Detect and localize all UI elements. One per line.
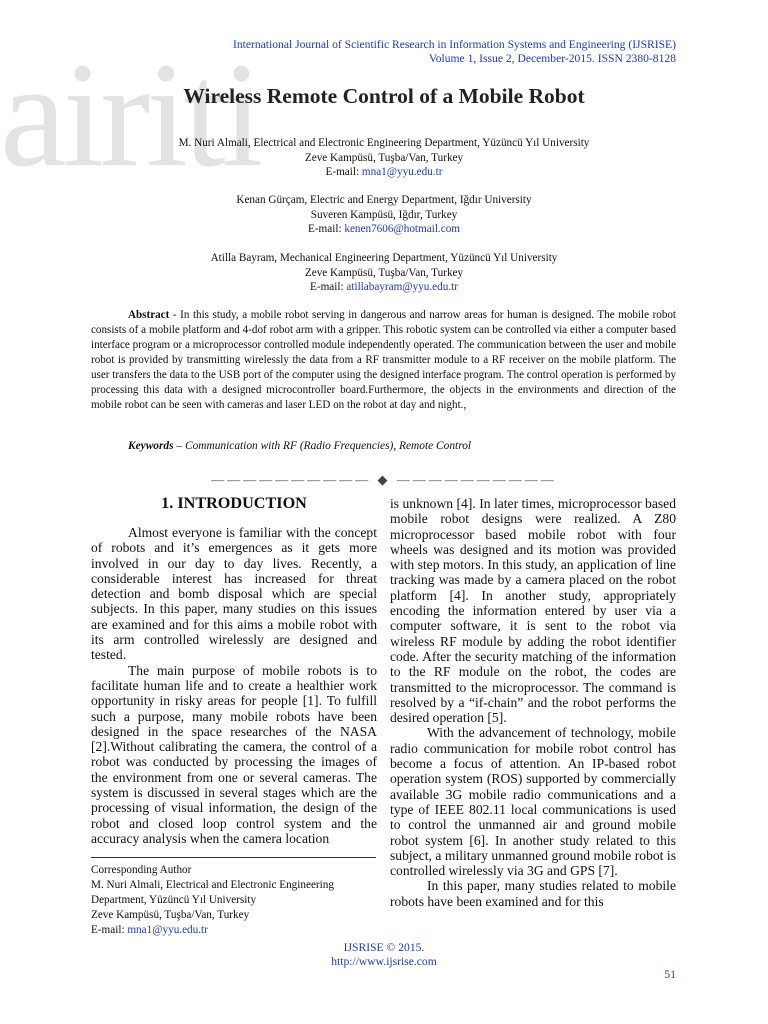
paragraph: The main purpose of mobile robots is to facilitate human life and to create a healthier work opportunity in risky areas for people [1]. To fulfill such a purpose, many mobile robots have been designed in the space researches of the NASA [2].Without calibrating the camera, the control of a robot was conducted by processing the images of the environment from one or several cameras. The system is discussed in several stages which are the processing of visual information, the design of the robot and closed loop control system and the accuracy analysis when the camera location <box>91 662 377 846</box>
footnote-email-link[interactable]: mna1@yyu.edu.tr <box>127 924 208 936</box>
footnote-rule <box>91 857 376 858</box>
author-email-line: E-mail: atillabayram@yyu.edu.tr <box>310 281 458 294</box>
author-address: Suveren Kampüsü, Iğdır, Turkey <box>310 208 458 221</box>
author-email-link[interactable]: kenen7606@hotmail.com <box>344 223 460 236</box>
footnote-email-line: E-mail: mna1@yyu.edu.tr <box>91 924 208 936</box>
journal-name: International Journal of Scientific Research in Information Systems and Engineering (IJSRISE) <box>232 38 676 51</box>
paragraph: With the advancement of technology, mobile radio communication for mobile robot control has become a focus of attention. An IP-based robot operation system (ROS) supported by commercially available 3G mobile radio communications and a type of IEEE 802.11 local communications is used to control the unmanned air and ground mobile robot system [6]. In another study related to this subject, a military unmanned ground mobile robot is controlled wirelessly via 3G and GPS [7]. <box>390 725 676 879</box>
left-column <box>91 494 377 846</box>
author-email-link[interactable]: mna1@yyu.edu.tr <box>361 166 443 179</box>
author-email-link[interactable]: atillabayram@yyu.edu.tr <box>346 281 458 294</box>
watermark: airiti <box>0 32 260 198</box>
author-block-1 <box>0 136 768 180</box>
paper-title: Wireless Remote Control of a Mobile Robot <box>183 84 585 108</box>
author-email-line: E-mail: mna1@yyu.edu.tr <box>325 166 443 179</box>
author-affiliation: M. Nuri Almali, Electrical and Electronic Engineering Department, Yüzüncü Yıl University <box>178 137 590 149</box>
right-column <box>390 496 676 909</box>
footnote-line: Corresponding Author <box>91 864 192 876</box>
footnote-line: Department, Yüzüncü Yıl University <box>91 894 257 906</box>
paragraph: In this paper, many studies related to mobile robots have been examined and for this <box>390 878 676 909</box>
footnote-line: M. Nuri Almali, Electrical and Electronic Engineering <box>91 879 334 891</box>
journal-header <box>233 38 676 66</box>
page-footer <box>0 941 768 969</box>
keywords-text: – Communication with RF (Radio Frequencies), Remote Control <box>173 440 472 452</box>
author-affiliation: Atilla Bayram, Mechanical Engineering Department, Yüzüncü Yıl University <box>210 252 558 264</box>
journal-volume: Volume 1, Issue 2, December-2015. ISSN 2380-8128 <box>428 52 676 65</box>
section-divider: —————————— ◆ —————————— <box>211 472 557 487</box>
author-block-2 <box>0 193 768 237</box>
author-address: Zeve Kampüsü, Tuşba/Van, Turkey <box>304 151 464 164</box>
paragraph: Almost everyone is familiar with the concept of robots and it’s emergences as it gets more involved in our day to day lives. Recently, a considerable interest has increased for threat detection and bomb disposal which are special subjects. In this paper, many studies on this issues are examined and for this aims a mobile robot with its arm controlled wirelessly are designed and tested. <box>91 525 377 663</box>
keywords-label: Keywords <box>128 440 174 452</box>
author-affiliation: Kenan Gürçam, Electric and Energy Department, Iğdır University <box>236 194 532 206</box>
author-address: Zeve Kampüsü, Tuşba/Van, Turkey <box>304 266 464 279</box>
footnote-line: Zeve Kampüsü, Tuşba/Van, Turkey <box>91 909 250 921</box>
page-number: 51 <box>664 968 676 981</box>
section-heading: 1. INTRODUCTION <box>161 494 307 512</box>
paragraph: is unknown [4]. In later times, microprocessor based mobile robot designs were realized. A Z80 microprocessor based mobile robot with four wheels was designed and its motion was provided with step motors. In this study, an application of line tracking was made by a camera placed on the robot platform [4]. In another study, appropriately encoding the information entered by user via a computer software, it is sent to the robot via wireless RF module by adding the robot identifier code. After the security matching of the information to the RF module on the robot, the codes are transmitted to the microprocessor. The command is resolved by a “if-chain” and the robot performs the desired operation [5]. <box>390 496 676 726</box>
corresponding-author-footnote <box>91 863 334 938</box>
footer-url-link[interactable]: http://www.ijsrise.com <box>331 955 437 968</box>
abstract <box>91 308 676 413</box>
abstract-text: - In this study, a mobile robot serving in dangerous and narrow areas for human is designed. The mobile robot consists of a mobile platform and 4-dof robot arm with a gripper. This robotic system can be controlled via either a computer based interface program or a microprocessor controlled module independently operated. The communication between the user and mobile robot is provided by transmitting wirelessly the data from a RF transmitter module to a RF receiver on the mobile platform. The user transfers the data to the USB port of the computer using the designed interface program. The control operation is performed by processing this data with a designed microcontroller board.Furthermore, the objects in the environments and direction of the mobile robot can be seen with cameras and laser LED on the robot at day and night., <box>91 309 676 411</box>
footer-copyright: IJSRISE © 2015. <box>343 941 425 954</box>
author-email-line: E-mail: kenen7606@hotmail.com <box>308 223 460 236</box>
author-block-3 <box>0 251 768 295</box>
abstract-label: Abstract <box>128 309 170 321</box>
keywords <box>128 440 471 452</box>
